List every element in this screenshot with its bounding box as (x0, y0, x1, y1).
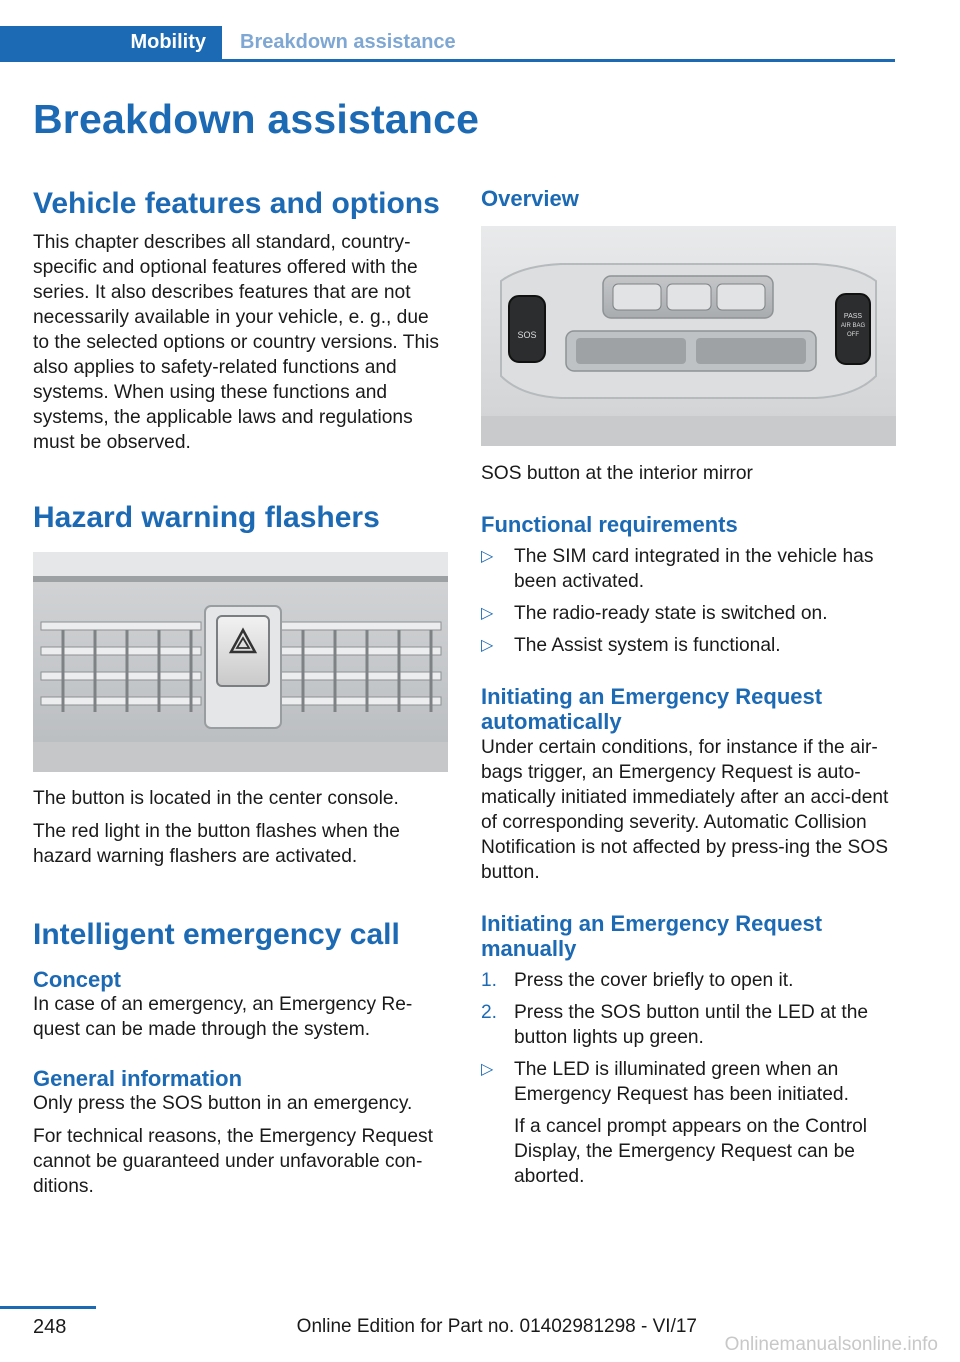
heading-initiate-manual: Initiating an Emergency Request manually (481, 911, 823, 961)
list-item: ▷ The LED is illuminated green when an Emergency Request has been initiated. If a cancel prompt appears on the Control Display, the Emergency Request can be aborted. (481, 1057, 896, 1189)
sos-button-photo (481, 226, 896, 446)
section-tab-mobility[interactable]: Mobility (0, 26, 222, 59)
vehicle-features-body: This chapter describes all standard, country-specific and optional features offered with the series. It also describes features that are not necessarily available in your vehicle, e. g., due to the selected options or country versions. This also applies to safety-related functions and systems. When using these functions and systems, the applicable laws and regulations must be observed. (33, 232, 439, 453)
automatic-body: Under certain conditions, for instance if the air-bags trigger, an Emergency Request is auto-matically initiated immediately after an acci-dent of corresponding severity. Automatic Collision Notification is not affected by press-ing the SOS button. (481, 737, 889, 883)
triangle-bullet-icon: ▷ (481, 637, 494, 654)
heading-vehicle-features: Vehicle features and options (33, 187, 440, 220)
list-item: 2. Press the SOS button until the LED at the button lights up green. (481, 1002, 869, 1048)
page-number: 248 (33, 1316, 67, 1338)
list-item: ▷ The radio-ready state is switched on. (481, 603, 828, 624)
left-column (33, 186, 448, 1199)
heading-general-information: General information (33, 1066, 243, 1091)
page-title: Breakdown assistance (33, 96, 480, 142)
concept-body: In case of an emergency, an Emergency Re-quest can be made through the system. (33, 994, 413, 1040)
triangle-bullet-icon: ▷ (481, 548, 494, 565)
header-rule (0, 59, 895, 62)
general-info-text-2: For technical reasons, the Emergency Request cannot be guaranteed under unfavorable con-ditions. (33, 1126, 433, 1197)
photo-label-airbag: AIR BAG (840, 323, 866, 329)
edition-note: Online Edition for Part no. 01402981298 - VI/17 (296, 1316, 697, 1337)
footer-rule (0, 1306, 96, 1309)
heading-functional-requirements: Functional requirements (481, 512, 738, 537)
list-item: ▷ The Assist system is functional. (481, 635, 781, 656)
step-number: 2. (481, 1002, 498, 1023)
hazard-light-text: The red light in the button flashes when the hazard warning flashers are activated. (33, 821, 400, 867)
heading-initiate-automatic: Initiating an Emergency Request automatically (481, 684, 823, 734)
right-column (481, 186, 896, 1189)
hazard-location-text: The button is located in the center console. (33, 788, 399, 809)
list-item: 1. Press the cover briefly to open it. (481, 970, 794, 991)
triangle-bullet-icon: ▷ (481, 605, 494, 622)
watermark: Onlinemanualsonline.info (724, 1334, 938, 1355)
hazard-button-photo (33, 552, 448, 772)
photo-label-pass: PASS (843, 313, 863, 320)
list-item: ▷ The SIM card integrated in the vehicle has been activated. (481, 546, 874, 592)
triangle-bullet-icon: ▷ (481, 1061, 494, 1078)
running-header (0, 26, 895, 62)
breadcrumb-breakdown-assistance[interactable]: Breakdown assistance (240, 31, 456, 53)
manual-steps-list (481, 968, 896, 1189)
general-info-text-1: Only press the SOS button in an emergency. (33, 1093, 413, 1114)
photo-label-off: OFF (847, 332, 859, 338)
heading-intelligent-emergency: Intelligent emergency call (33, 918, 400, 951)
heading-concept: Concept (33, 967, 121, 992)
heading-overview: Overview (481, 186, 579, 211)
overview-caption: SOS button at the interior mirror (481, 463, 753, 484)
functional-requirements-list (481, 544, 896, 658)
photo-label-sos: SOS (517, 330, 537, 340)
step-number: 1. (481, 970, 498, 991)
manual-result-sub: If a cancel prompt appears on the Control Display, the Emergency Request can be aborted. (514, 1116, 868, 1187)
heading-hazard-warning: Hazard warning flashers (33, 501, 380, 534)
